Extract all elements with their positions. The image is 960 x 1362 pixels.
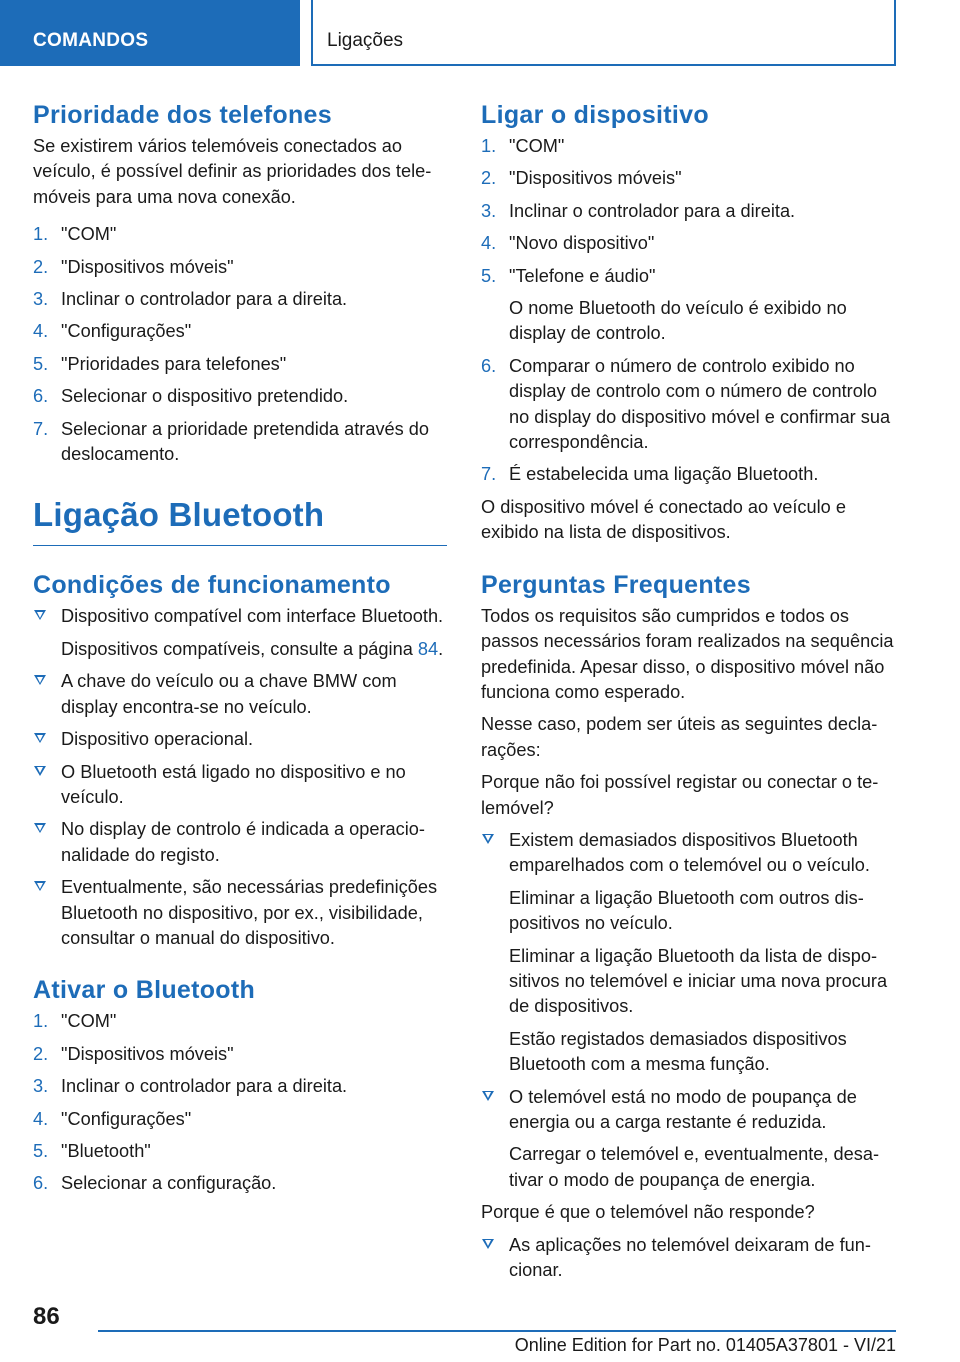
step-text: "COM" [61,1011,117,1032]
step-text: Selecionar a prioridade pretendida através do deslocamento. [61,418,430,465]
list-item [33,287,447,312]
heading-perguntas-frequentes: Perguntas Frequentes [481,570,751,599]
step-number: 6. [481,355,497,376]
list-item [33,727,447,752]
triangle-bullet-icon [482,834,494,844]
heading-ativar-bluetooth: Ativar o Bluetooth [33,976,256,1005]
step-number: 4. [33,321,49,342]
bullet-text: As aplicações no telemóvel deixaram de funcionar. [509,1234,871,1281]
heading-prioridade: Prioridade dos telefones [33,101,332,129]
ligar-steps [481,134,895,488]
list-item [33,1139,447,1164]
list-item [33,604,447,662]
triangle-bullet-icon [482,1091,494,1101]
list-item [33,760,447,811]
step-text: "Novo dispositivo" [509,233,655,254]
step-number: 1. [33,224,49,245]
step-text: Inclinar o controlador para a direita. [61,1076,348,1097]
step-text: Comparar o número de controlo exibido no display de controlo com o número de controlo no display do dispositivo móvel e confirmar sua correspondência. [509,355,891,453]
triangle-bullet-icon [34,733,46,743]
prioridade-intro: Se existirem vários telemóveis conectados ao veículo, é possível definir as prioridades dos telemóveis para uma nova conexão. [33,136,432,207]
step-number: 6. [33,1173,49,1194]
bullet-extra-end: . [438,638,444,659]
list-item [481,134,895,159]
step-text: "Telefone e áudio" [509,265,656,286]
list-item [33,417,447,468]
step-text: "Configurações" [61,1108,192,1129]
step-number: 6. [33,386,49,407]
list-item [481,354,895,456]
step-number: 2. [33,256,49,277]
perguntas-paragraph-2: Nesse caso, podem ser úteis as seguintes declarações: [481,714,878,760]
bullet-text: A chave do veículo ou a chave BMW com display encontra-se no veículo. [61,671,397,717]
heading-ligar-dispositivo: Ligar o dispositivo [481,101,709,129]
bullet-text: Existem demasiados dispositivos Bluetooth emparelhados com o telemóvel ou o veículo. [509,829,870,876]
bullet-text: Eventualmente, são necessárias predefinições Bluetooth no dispositivo, por ex., visibilidade, consultar o manual do dispositivo. [61,877,438,948]
triangle-bullet-icon [34,675,46,685]
step-number: 5. [33,353,49,374]
list-item [481,231,895,256]
step-number: 7. [33,418,49,439]
triangle-bullet-icon [34,881,46,891]
step-number: 3. [33,1076,49,1097]
step-text: Selecionar a configuração. [61,1173,277,1194]
step-number: 2. [481,168,497,189]
ligar-outro: O dispositivo móvel é conectado ao veículo e exibido na lista de dispositivos. [481,496,846,543]
list-item [33,255,447,280]
bullet-text: Dispositivo compatível com interface Bluetooth. [61,606,444,627]
bullet-continuation: Carregar o telemóvel e, eventualmente, desativar o modo de poupança de energia. [509,1144,880,1190]
header-section-label: COMANDOS [0,0,300,66]
step-text: Inclinar o controlador para a direita. [61,289,348,310]
bullet-text: No display de controlo é indicada a operacionalidade do registo. [61,819,425,865]
bullet-continuation [61,637,447,662]
step-number: 2. [33,1043,49,1064]
question-2-list [481,1233,895,1284]
step-text: Selecionar o dispositivo pretendido. [61,386,349,407]
list-item [33,384,447,409]
perguntas-paragraph-1: Todos os requisitos são cumpridos e todos os passos necessários foram realizados na sequência predefinida. Apesar disso, o dispositivo móvel não funciona como esperado. [481,605,894,702]
header-chapter-label: Ligações [311,0,896,66]
step-text: "Bluetooth" [61,1140,151,1161]
step-number: 5. [33,1140,49,1161]
footer-edition-text: Online Edition for Part no. 01405A37801 - VI/21 [514,1335,896,1355]
step-number: 4. [33,1108,49,1129]
step-text: "Dispositivos móveis" [61,256,234,277]
step-text: "Prioridades para telefones" [61,353,287,374]
list-item [481,462,895,487]
step-continuation: O nome Bluetooth do veículo é exibido no display de controlo. [509,298,847,344]
bullet-text: O Bluetooth está ligado no dispositivo e no veículo. [61,761,406,807]
ativar-steps [33,1009,447,1196]
right-column [481,100,895,1290]
bullet-text: Dispositivo operacional. [61,729,254,750]
list-item [33,1074,447,1099]
question-2: Porque é que o telemóvel não responde? [481,1202,815,1223]
step-text: Inclinar o controlador para a direita. [509,200,796,221]
list-item [33,875,447,951]
triangle-bullet-icon [34,610,46,620]
step-number: 1. [33,1011,49,1032]
list-item [481,166,895,191]
list-item [33,352,447,377]
page-link[interactable]: 84 [417,638,439,659]
list-item [33,817,447,868]
list-item [33,1107,447,1132]
step-text: "Dispositivos móveis" [61,1043,234,1064]
step-text: "COM" [509,136,565,156]
list-item [33,222,447,247]
list-item [33,1171,447,1196]
footer-divider [98,1330,896,1332]
left-column [33,100,447,1204]
question-1-list [481,828,895,1193]
step-number: 3. [33,289,49,310]
step-text: "Dispositivos móveis" [509,168,682,189]
bullet-continuation: Estão registados demasiados dispositivos Bluetooth com a mesma função. [509,1028,847,1075]
list-item [33,1009,447,1034]
step-text: É estabelecida uma ligação Bluetooth. [509,464,819,485]
bullet-continuation: Eliminar a ligação Bluetooth com outros dispositivos no veículo. [509,887,864,934]
step-number: 3. [481,200,497,221]
list-item [33,1042,447,1067]
step-number: 5. [481,265,497,286]
list-item [481,199,895,224]
triangle-bullet-icon [34,823,46,833]
step-text: "COM" [61,224,117,245]
bullet-extra-text: Dispositivos compatíveis, consulte a página [61,638,418,659]
prioridade-steps [33,222,447,467]
heading-condicoes: Condições de funcionamento [33,571,391,600]
step-number: 4. [481,233,497,254]
list-item [481,1085,895,1194]
list-item [33,319,447,344]
question-1: Porque não foi possível registar ou conectar o telemóvel? [481,772,879,818]
heading-ligacao-bluetooth: Ligação Bluetooth [33,495,447,546]
triangle-bullet-icon [34,766,46,776]
triangle-bullet-icon [482,1239,494,1249]
condicoes-list [33,604,447,951]
step-number: 7. [481,464,497,485]
bullet-text: O telemóvel está no modo de poupança de energia ou a carga restante é reduzida. [509,1086,857,1132]
step-text: "Configurações" [61,321,192,342]
list-item [33,669,447,720]
step-number: 1. [481,136,497,156]
list-item [481,1233,895,1284]
list-item [481,264,895,347]
page-number: 86 [33,1303,60,1330]
bullet-continuation: Eliminar a ligação Bluetooth da lista de dispositivos no telemóvel e iniciar uma nova procura de dispositivos. [509,945,888,1017]
list-item [481,828,895,1078]
